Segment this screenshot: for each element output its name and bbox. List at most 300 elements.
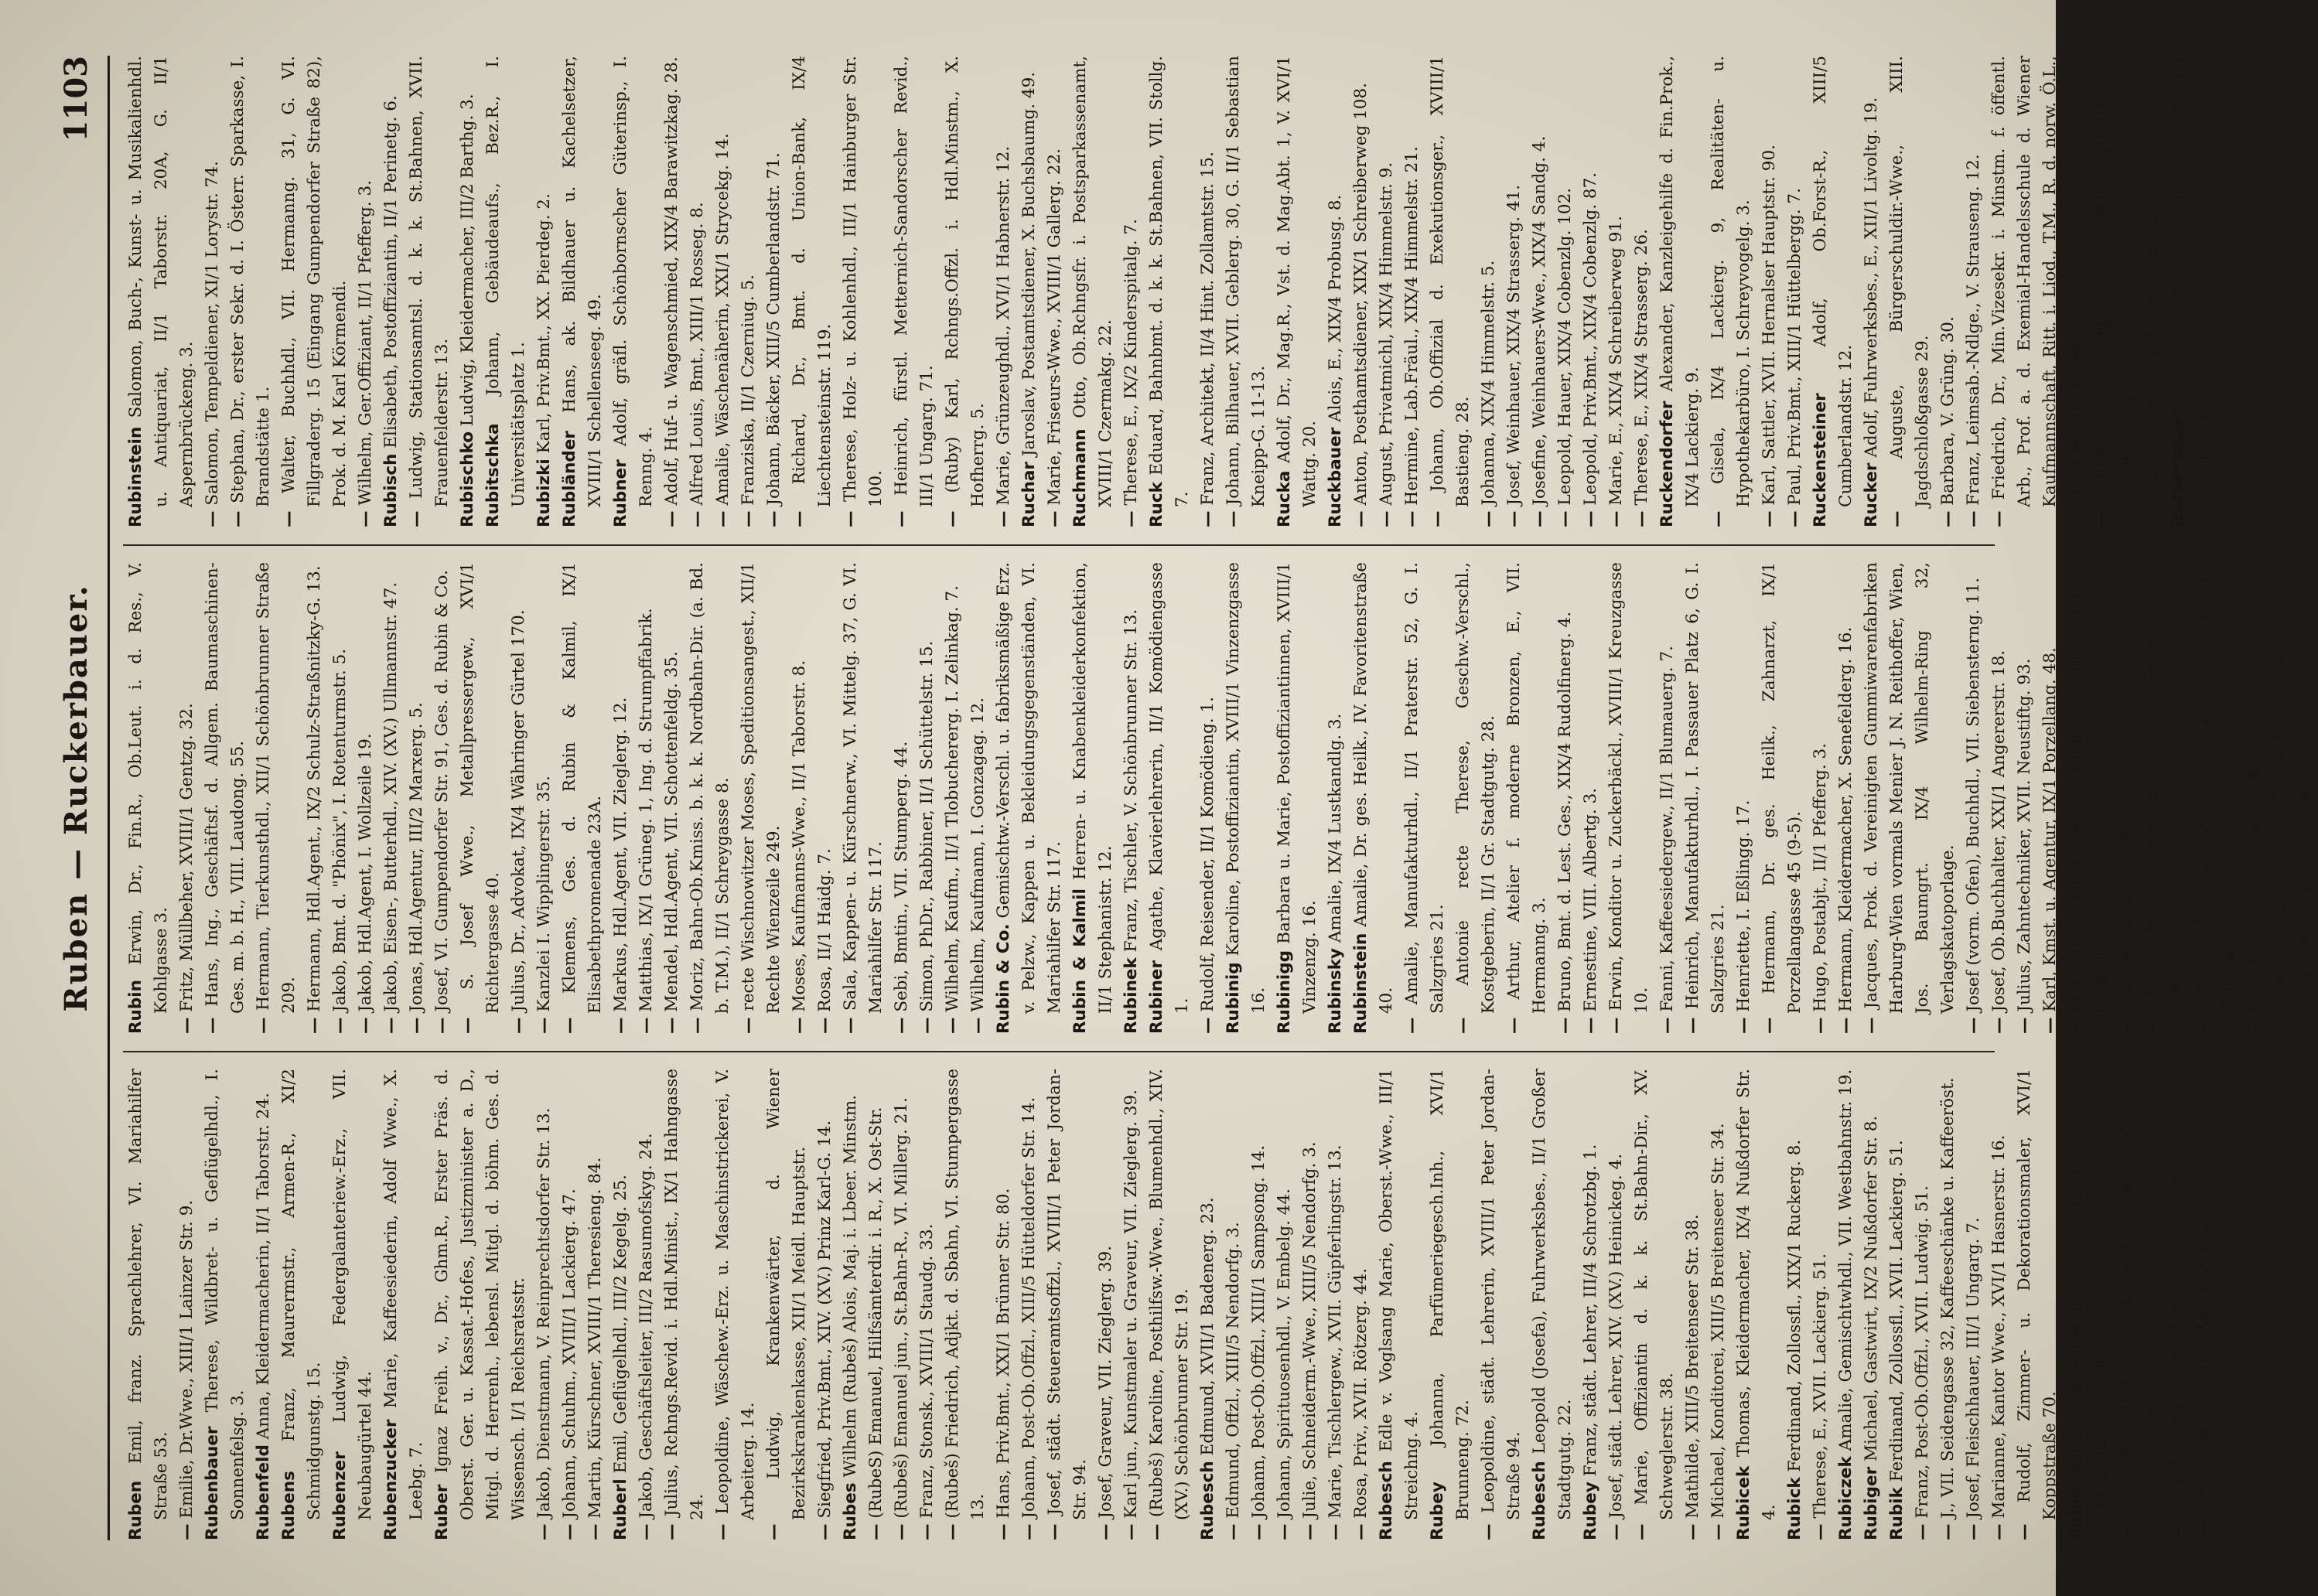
entry-details: Adolf, Gemischtwhdl., VI. Mariahilfer Str. 37, Ges. b. Rubin & Co. [2066,1069,2111,1520]
entry-surname: — [917,1523,937,1540]
entry-details: Karoline, Postoffiziantin, XVIII/1 Vinzenzgasse 16. [1224,562,1268,1014]
entry-surname: — [356,1017,375,1034]
entry-details: Marie, Kaffeesiederin, Adolf Wwe., X. Leebg. 7. [381,1069,426,1520]
directory-entry [1016,1069,1042,1540]
entry-details: Franz, Stonsk., XVIII/1 Staudg. 33. [917,1223,937,1524]
entry-surname: Rubin & Kalmil [1070,888,1090,1034]
entry-surname: — [1326,1523,1345,1540]
entry-details: Erwin, Konditor u. Zuckerbäckl., XVIII/1 Kreuzgasse 10. [1606,562,1651,1018]
directory-entry [1042,1069,1093,1540]
entry-details: Siegfried, Priv.Bmt., XIV. (XV.) Prinz Karl-G. 14. [815,1120,835,1524]
entry-surname: — [1989,1017,2009,1034]
entry-surname: — [943,1017,962,1034]
directory-entry [1961,1069,1986,1540]
entry-details: Hermann, Tierkunsthdl., XII/1 Schönbrunner Straße 209. [254,562,299,1018]
entry-details: Johann, Bilhauer, XVII. Geblerg. 30, G. II/1 Sebastian Kneipp-G. 11-13. [1224,56,1268,511]
directory-entry [1323,562,1348,1034]
entry-surname: — [1198,1017,1217,1034]
directory-entry [608,56,659,527]
directory-entry [838,562,889,1034]
entry-surname: — [330,1017,350,1034]
entry-details: Rosa, II/1 Haidg. 7. [815,848,835,1018]
entry-details: (Rubeš) Karoline, Posthilfsw.-Wwe., Blumenhdl., XIV. (XV.) Schönbrunner Str. 19. [1147,1069,1192,1524]
directory-entry [123,562,174,1034]
entry-surname: Rubinigg [1275,950,1294,1034]
directory-entry [1067,562,1118,1034]
directory-entry [1272,56,1323,527]
entry-details: Jonas, Hdl.Agentur, III/2 Marxerg. 5. [407,702,426,1018]
entry-surname: — [1709,510,1728,527]
entry-surname: Rubinig [1224,962,1243,1034]
entry-details: Ernst, Oberst., XIII/5 Weinerstraße 7. [2193,1201,2213,1524]
entry-details: Josef (vorm. Ofen), Buchhdl., VII. Siebensterng. 11. [1964,578,1983,1018]
entry-surname: — [1402,1017,1422,1034]
entry-surname: — [432,1017,452,1034]
directory-entry [506,562,531,1034]
entry-surname: — [1096,1523,1115,1540]
directory-entry [1399,562,1450,1034]
entry-details: Adolf, gräfl. Schönbornscher Güterinsp., I. Renng. 4. [611,56,656,507]
entry-surname: — [1581,1017,1600,1034]
entry-details: Emil, franz. Sprachlehrer, VI. Mariahilfer Straße 53. [126,1069,171,1520]
directory-entry [608,1069,633,1540]
entry-details: Leopold, Hauer, XIX/4 Cobenzlg. 102. [1555,187,1575,511]
entry-details: Barbara u. Marie, Postoffiziantinnen, XVIII/1 Vinzenzg. 16. [1275,562,1319,1014]
directory-entry [1986,562,2012,1034]
entry-surname: Rubey [1428,1482,1447,1540]
entry-details: Erwin, Dr., Fin.R., Ob.Leut. i. d. Res., V. Kohlgasse 3. [126,562,171,1014]
directory-entry [889,1069,914,1540]
directory-entry [1425,56,1476,527]
directory-entry [1118,562,1144,1034]
directory-entry [1016,56,1042,527]
entry-surname: — [637,1523,656,1540]
entry-details: Hans, Ing., Geschäftsf. d. Allgem. Baumaschinen-Ges. m. b. H., VIII. Laudong. 55. [203,562,248,1018]
entry-surname: — [662,510,681,527]
entry-surname: Rubenzucker [381,1419,401,1540]
entry-surname: — [381,1017,401,1034]
directory-entry [429,1069,531,1540]
directory-entry [1323,56,1348,527]
directory-entry [1220,562,1272,1034]
directory-entry [1144,1069,1195,1540]
entry-surname: Rubitschka [483,423,503,527]
directory-entry [1629,56,1654,527]
entry-details: Marie, Tischlergew., XVII. Güpferlingstr. 13. [1326,1144,1345,1524]
entry-details: J., VII. Seidengasse 32, Kaffeeschänke u. Kaffeeröst. [1938,1077,1958,1524]
entry-surname: — [739,1017,758,1034]
entry-details: Alois, E., XIX/4 Probusg. 8. [1326,194,1345,428]
directory-entry [557,56,608,527]
entry-surname: — [534,1523,554,1540]
entry-surname: — [1555,1017,1575,1034]
entry-surname: Rubicek [1734,1465,1753,1540]
entry-surname: Ruberl [611,1478,630,1540]
entry-details: Johann, Post-Ob.Offzl., XIII/5 Hütteldorfer Str. 14. [1019,1096,1039,1524]
directory-entry [1093,1069,1118,1540]
entry-details: Agathe, Klavierlehrerin, II/1 Komödiengasse 1. [1147,562,1192,1014]
entry-details: Therese, E., XIX/4 Strasserg. 26. [1632,229,1651,511]
entry-surname: — [1760,510,1779,527]
entry-details: Wilhelm, Ger.Offiziant, II/1 Pfefferg. 3. [356,179,375,511]
directory-entry [684,56,710,527]
entry-details: S. Josef Wwe., Metallpressergew., XVI/1 Richtergasse 40. [458,562,503,1018]
entry-details: Alfred Louis, Bmt., XIII/1 Rosseg. 8. [688,202,707,511]
entry-surname: Rubenzer [330,1451,350,1540]
entry-surname: — [1606,1017,1626,1034]
entry-surname: — [1428,510,1447,527]
directory-entry [1501,56,1527,527]
entry-details: Franz, Tischler, V. Schönbrunner Str. 13. [1121,609,1141,958]
entry-details: Amalie, Manufakturhdl., II/1 Praterstr. 52, G. I. Salzgries 21. [1402,562,1447,1018]
entry-surname: — [1249,1523,1268,1540]
entry-details: Franz, Post-Ob.Offzl., XVII. Ludwig. 51. [1913,1185,1932,1524]
entry-surname: Ruchmann [1070,428,1090,527]
entry-details: Jacques, Prok. d. Vereinigten Gummiwarenfabriken Harburg-Wien vormals Menier J. N. Reithoffer, Wien, Jos. Baumgrt. IX/4 Wilhelm-Ring 32, Verlagskatoporlage. [1862,562,1958,1018]
entry-details: Hans, Priv.Bmt., XXI/1 Brünner Str. 80. [994,1188,1013,1524]
directory-entry [1782,1069,1808,1540]
directory-entry [1935,1069,1961,1540]
directory-entry [1808,56,1859,527]
directory-entry [787,56,838,527]
entry-details: Therese, E., IX/2 Kinderspitalg. 7. [1121,219,1141,511]
entry-surname: — [1224,1523,1243,1540]
entry-surname: — [1224,510,1243,527]
directory-entry [1272,1069,1297,1540]
directory-entry [2267,562,2318,1034]
directory-entry [1705,1069,1731,1540]
directory-entry [174,562,200,1034]
entry-surname: — [1479,1523,1498,1540]
entry-surname: — [1019,1523,1039,1540]
entry-surname: Rubizki [534,459,554,527]
entry-details: Eduard, Bahnbmt. d. k. k. St.Bahnen, VII. Stollg. 7. [1147,56,1192,507]
directory-entry [251,1069,276,1540]
entry-surname: — [764,510,783,527]
directory-entry [940,562,965,1034]
entry-surname: — [1683,1523,1702,1540]
directory-entry [1961,562,1986,1034]
directory-entry [991,56,1016,527]
entry-details: Ludwig, Krankenwärter, d. Wiener Bezirkskrankenkasse, XII/1 Meidl. Hauptstr. [764,1069,809,1524]
entry-surname: — [892,1523,911,1540]
entry-details: recte Wischnowitzer Moses, Speditionsangest., XII/1 Rechte Wienzeile 249. [739,562,783,1018]
directory-entry [812,562,838,1034]
directory-entry [1246,1069,1272,1540]
entry-surname: — [2117,1017,2136,1034]
directory-entry [684,562,736,1034]
entry-surname: — [1351,1523,1371,1540]
entry-details: Richard, Dr., Bmt. d. Union-Bank, IX/4 Liechtensteinstr. 119. [790,56,835,511]
entry-surname: — [585,1523,605,1540]
entry-surname: — [203,1017,222,1034]
entry-details: Franz, städt. Lehrer, III/4 Schrotzbg. 1. [1581,1144,1600,1482]
directory-entry [991,562,1067,1034]
entry-details: Johann, Schuhm., XVIII/1 Lackierg. 47. [560,1188,579,1524]
entry-surname: — [254,1017,273,1034]
entry-details: Amalie, Gemischtwhdl., VII. Westbahnstr. 19. [1836,1069,1855,1457]
entry-surname: — [892,510,911,527]
directory-entry [1756,56,1782,527]
entry-surname: — [1632,510,1651,527]
entry-surname: — [2015,1017,2034,1034]
directory-entry [1603,562,1654,1034]
entry-surname: — [662,1523,681,1540]
directory-entry [1961,56,1986,527]
entry-details: Karl jun., Kunstmaler u. Graveur, VII. Zieglerg. 39. [1121,1089,1141,1524]
entry-surname: — [994,510,1013,527]
entry-surname: — [815,1017,835,1034]
entry-surname: — [509,1017,528,1034]
column-1 [123,1069,2213,1540]
entry-details: Franz, Maurermstr., Armen-R., XI/2 Schmidgunstg. 15. [279,1069,324,1520]
entry-surname: — [458,1017,477,1034]
entry-surname: Rubin [126,980,145,1034]
entry-details: Ludwig, Kleidermacher, III/2 Barthg. 3. [458,94,477,432]
entry-details: Rez., Priv.Bmt., XV. Kriemhildplatz 6. [2142,193,2162,511]
entry-details: Johann, Spirituosenhdl., V. Embelg. 44. [1275,1188,1294,1524]
entry-surname: Rubesch [1530,1461,1549,1540]
directory-entry [1603,56,1629,527]
directory-entry [761,1069,812,1540]
entry-details: Johanna, XIX/4 Himmelstr. 5. [1479,260,1498,511]
directory-entry [1323,1069,1348,1540]
column-2 [123,561,2315,1034]
entry-details: Marie, Offiziantin d. k. k. St.Bahn-Dir., XV. Schweglerstr. 38. [1632,1069,1677,1524]
directory-entry [1374,1069,1425,1540]
entry-details: Fanni, Kaffeesiedergew., II/1 Blumauerg. 7. [1657,646,1677,1018]
directory-entry [2012,1069,2063,1540]
entry-details: Ludwig, Stationsamtsl. d. k. k. St.Bahnen, XVII. Frauenfelderstr. 13. [407,56,452,511]
entry-surname: — [713,510,732,527]
directory-entry [429,562,455,1034]
entry-details: Johann, Post-Ob.Offzl., XIII/1 Sampsong. 14. [1249,1145,1268,1524]
entry-surname: — [764,1523,783,1540]
directory-entry [1527,56,1552,527]
entry-details: Wilhelm, Kaufm., II/1 Tlobuchererg. I. Zelinkag. 7. [943,585,962,1018]
entry-details: Hans, ak. Bildhauer u. Kachelsetzer, XVIII/1 Schellenseeg. 49. [560,56,605,507]
entry-details: Julius, Zahntechniker, XVII. Neustiftg. 93. [2015,658,2034,1018]
directory-entry [1859,562,1961,1034]
entry-details: Karl, Sattler, XVII. Hernalser Hauptstr. 90. [1760,145,1779,511]
entry-details: Michael, Gastwirt, IX/2 Nußdorfer Str. 8. [1862,1115,1881,1467]
entry-surname: — [407,510,426,527]
entry-surname: — [2270,1017,2289,1034]
entry-details: Antonie recte Therese, Geschw.-Verschl., Kostgeberin, II/1 Gr. Stadtgutg. 28. [1453,562,1498,1018]
directory-entry [225,56,276,527]
entry-surname: Rubiger [1862,1466,1881,1540]
entry-details: Hermann, Kleidermacher, X. Senefelderg. 16. [1836,626,1855,1018]
entry-details: Ferdinand, Zollossfl., XIX/1 Ruckerg. 8. [1785,1139,1804,1478]
directory-entry [940,1069,991,1540]
directory-entry [2012,562,2037,1034]
directory-entry [353,562,378,1034]
entry-surname: — [943,1523,962,1540]
entry-surname: — [228,510,248,527]
entry-surname: — [1938,510,1958,527]
entry-details: Leo, Ob.Postoffzl. i. R., II/1 Pfefferg. 3. [2117,686,2136,1018]
directory-entry [1399,56,1425,527]
entry-surname: Ruckbauer [1326,427,1345,527]
directory-entry [200,562,251,1034]
entry-details: Karl, Kmst. u. Agentur, IX/1 Porzellang. 48. [2040,647,2060,1018]
entry-surname: — [994,1523,1013,1540]
entry-details: Hermine, Lab.Fräul., XIX/4 Himmelstr. 21. [1402,146,1422,511]
entry-details: Moses, M. Rubinstein, Gemischtw.-Verschl., IV. Belvederg. 27. [2193,562,2238,1018]
directory-entry [1833,562,1859,1034]
entry-surname: — [713,1523,732,1540]
entry-details: Therese, E., XVII. Lackierg. 51. [1811,1253,1830,1524]
entry-surname: Rucker [1862,462,1881,527]
entry-surname: — [739,510,758,527]
entry-details: Marie, Grünzeughdl., XVI/1 Habnerstr. 12. [994,145,1013,511]
directory-entry [608,562,633,1034]
entry-details: Anna, Kaffeeschänkerin, XVIII/1 Schulgasse 61. [2168,56,2213,507]
page-header [53,56,100,1540]
entry-surname: — [790,1017,809,1034]
entry-details: Johann, Gebäudeaufs., Bez.R., I. Universitätsplatz 1. [483,56,528,507]
directory-entry [1348,1069,1374,1540]
directory-entry [123,56,200,527]
entry-surname: Ruck [1147,482,1166,527]
entry-details: Franziska, II/1 Czerniug. 5. [739,275,758,511]
entry-surname: — [1121,1523,1141,1540]
entry-details: Marie, E., XIX/4 Schreiberweg 91. [1606,216,1626,511]
entry-details: Adolf, Ob.Forst-R., XIII/5 Cumberlandstr. 12. [1811,56,1855,507]
directory-entry [1808,1069,1833,1540]
entry-details: Barbara, V. Grüng. 30. [1938,316,1958,511]
entry-details: Edle v. Voglsang Marie, Oberst.-Wwe., III/1 Streichng. 4. [1377,1069,1422,1520]
entry-surname: — [279,510,299,527]
directory-entry [1756,562,1808,1034]
directory-entry [557,1069,582,1540]
entry-surname: — [2142,510,2162,527]
entry-surname: — [407,1017,426,1034]
entry-surname: — [662,1017,681,1034]
directory-entry [736,562,787,1034]
entry-details: Jakob, Bmt. d. "Phönix", I. Rotenturmstr. 5. [330,648,350,1018]
directory-entry [200,1069,251,1540]
directory-entry [1578,56,1603,527]
entry-surname: — [177,1017,196,1034]
directory-entry [710,1069,761,1540]
directory-entry [1808,562,1833,1034]
entry-surname: Rubinsky [1326,947,1345,1034]
directory-entry [2114,1069,2165,1540]
entry-surname: — [841,510,860,527]
entry-details: Paul, Buchhdl., VII. Burgg. 88. [2245,754,2264,1018]
entry-surname: — [1121,510,1141,527]
entry-details: Rudolf, Zimmer- u. Dekorationsmaler, XVI/1 Koppstraße 70. [2015,1069,2060,1524]
entry-details: Jaroslav, Postamtsdiener, X. Buchsbaumg. 49. [1019,71,1039,462]
header-rule [108,56,110,1540]
directory-entry [251,562,302,1034]
directory-entry [659,1069,710,1540]
entry-details: Josefine, Weinhauers-Wwe., XIX/4 Sandg. 4. [1530,135,1549,511]
entry-surname: — [815,1523,835,1540]
entry-details: Julie, III/1 Ungarg. 1, Wäschepuzerei I. Schönlaterngasse 11. [2091,56,2136,511]
entry-surname: Rubinstein [1351,933,1371,1034]
entry-details: Alexander, Kanzleigehilfe d. Fin.Prok., IX/4 Lackierg. 9. [1657,56,1702,507]
directory-entry [1833,1069,1859,1540]
entry-details: Meyer Leib, Börsebesucher, IX/4 Liechtensteinstr. 108. [2142,562,2187,1018]
directory-entry [1884,1069,1910,1540]
entry-details: Jakob, Geschäftsleiter, III/2 Rasumofskyg. 24. [637,1133,656,1524]
entry-details: Edmund, Offzl., XIII/5 Nendorfg. 3. [1224,1222,1243,1524]
entry-surname: — [2066,1017,2085,1034]
directory-entry [531,1069,557,1540]
entry-details: August, Privatmichl, XIX/4 Himmelstr. 9. [1377,162,1396,511]
entry-surname: — [177,1523,196,1540]
entry-surname: — [1760,1017,1779,1034]
entry-surname: — [917,1017,937,1034]
entry-surname: — [841,1017,860,1034]
directory-entry [2114,562,2139,1034]
directory-entry [2088,56,2139,527]
directory-entry [1144,56,1195,527]
entry-surname: Rubinstein [126,426,145,527]
page-title: Ruben — Ruckerbauer. [58,584,94,1012]
directory-page [38,25,2315,1571]
entry-details: Gisela, IX/4 Lackierg. 9, Realitäten- u. Hypothekarbüro, I. Schreyvogelg. 3. [1709,56,1753,511]
entry-details: Josef, städt. Steueramtsoffzl., XVIII/1 Peter Jordan-Str. 94. [1045,1069,1090,1524]
entry-surname: — [1198,510,1217,527]
entry-surname: Rubens [279,1471,299,1540]
directory-entry [1986,1069,2012,1540]
entry-details: Leopoldine, städt. Lehrerin, XVIII/1 Peter Jordan-Straße 94. [1479,1069,1524,1524]
entry-details: Amalie, IX/4 Lustkandlg. 3. [1326,713,1345,948]
entry-details: Josef, Graveur, VII. Zieglerg. 39. [1096,1245,1115,1524]
directory-entry [378,1069,429,1540]
entry-surname: Rubesch [1377,1461,1396,1540]
entry-surname: — [2091,510,2111,527]
directory-entry [1578,562,1603,1034]
entry-surname: — [1606,510,1626,527]
entry-details: Julie, Schneiderm.-Wwe., XIII/5 Nendorfg. 3. [1300,1141,1319,1524]
entry-details: (Rubeš) Friedrich, Adjkt. d. Sbahn, VI. Stumpergasse 13. [943,1069,988,1524]
entry-details: Robert (Rubin), II/1 Gr. Mohreng. 36, Ges. d. Hülsenfrüchten u. Sämereien, II/1 Taborstr. 10. [2270,562,2315,1018]
entry-details: Salomon, Buch-, Kunst- u. Musikalienhdl. u. Antiquariat, II/1 Taborstr. 20A, G. II/1 Aspernbrückeng. 3. [126,56,196,507]
entry-details: Rosa, Priv., XVII. Rötzerg. 44. [1351,1268,1371,1524]
directory-entry [838,1069,863,1540]
entry-details: Jakob, Dienstmann, V. Reinprechtsdorfer Str. 13. [534,1107,554,1524]
entry-surname: — [2193,1017,2213,1034]
directory-entry [1476,1069,1527,1540]
directory-entry [1067,56,1118,527]
entry-surname: — [1862,1017,1881,1034]
entry-details: Mathilde, XIII/5 Breitenseer Str. 38. [1683,1214,1702,1524]
entry-surname: — [1402,510,1422,527]
entry-surname: Ruckensteiner [1811,393,1830,527]
directory-entry [710,56,736,527]
entry-surname: — [1836,1017,1855,1034]
entry-details: Paul, Priv.Bmt., XIII/1 Hüttelbergg. 7. [1785,188,1804,511]
entry-surname: — [1989,1523,2009,1540]
directory-entry [991,1069,1016,1540]
entry-surname: — [2015,1523,2034,1540]
directory-entry [1680,1069,1705,1540]
entry-surname: — [1377,510,1396,527]
directory-entry [1118,56,1144,527]
entry-details: Arthur, Atelier f. moderne Bronzen, E., VII. Hermanng. 3. [1504,562,1549,1018]
entry-surname: Rubländer [560,430,579,527]
entry-surname: Rubischko [458,431,477,527]
directory-entry [1603,1069,1629,1540]
directory-entry [1782,56,1808,527]
entry-details: Kanzlei I. Wipplingerstr. 35. [534,776,554,1018]
entry-surname: — [1913,1523,1932,1540]
directory-entry [1195,56,1220,527]
